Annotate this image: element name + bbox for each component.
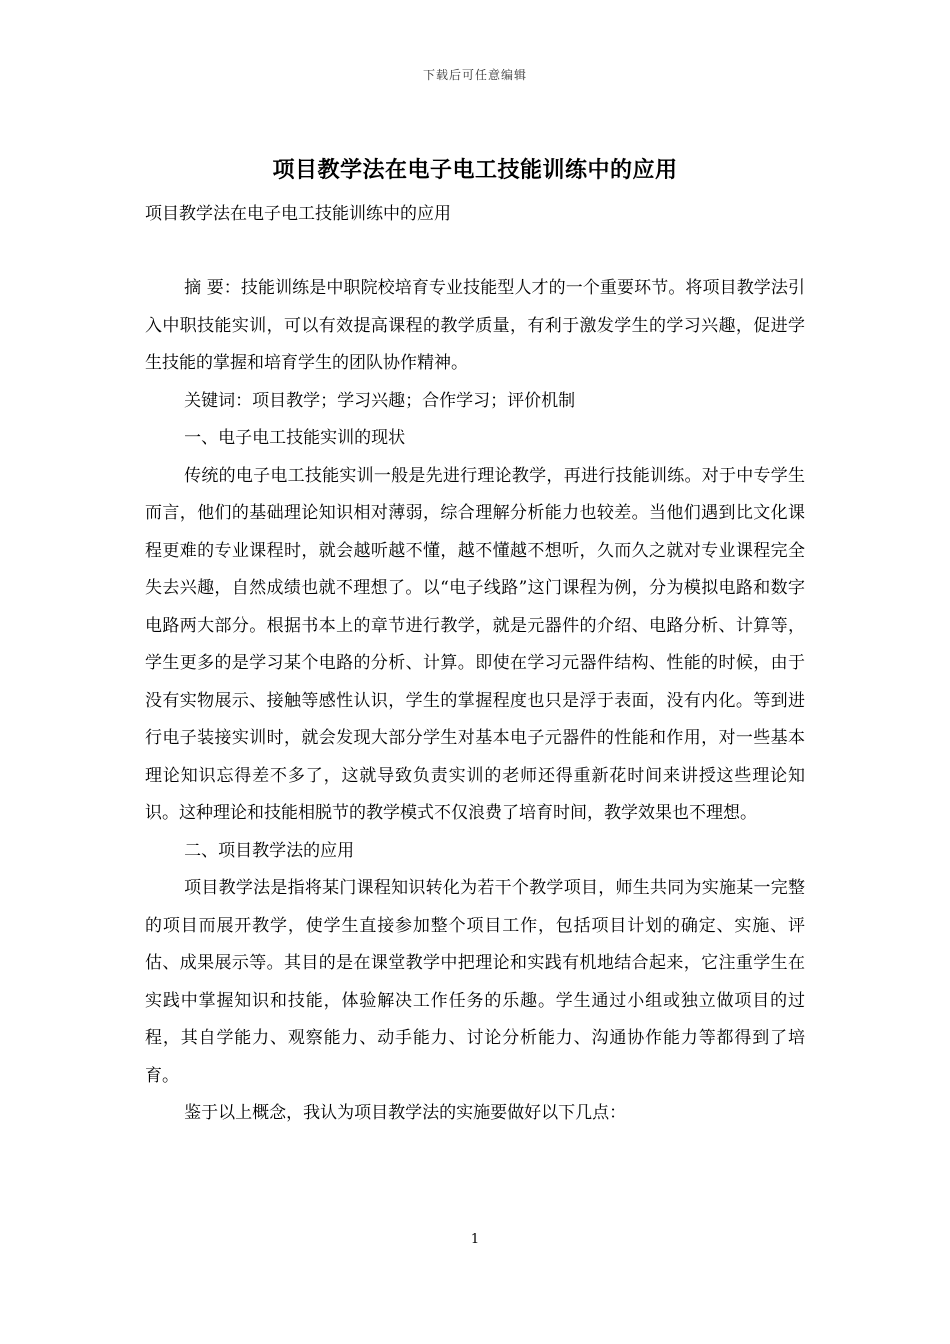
section-heading-2: 二、项目教学法的应用 (184, 840, 355, 861)
body-paragraph: 项目教学法是指将某门课程知识转化为若干个教学项目，师生共同为实施某一完整的项目而展开教学，使学生直接参加整个项目工作，包括项目计划的确定、实施、评估、成果展示等。其目的是在课堂教学中把理论和实践有机地结合起来，它注重学生在实践中掌握知识和技能，体验解决工作任务的乐趣。学生通过小组或独立做项目的过程，其自学能力、观察能力、动手能力、讨论分析能力、沟通协作能力等都得到了培育。 (145, 878, 805, 1086)
page-header-note: 下载后可任意编辑 (422, 68, 527, 82)
abstract-paragraph: 摘 要：技能训练是中职院校培育专业技能型人才的一个重要环节。将项目教学法引入中职技能实训，可以有效提高课程的教学质量，有利于激发学生的学习兴趣，促进学生技能的掌握和培育学生的团队协作精神。 (145, 278, 805, 373)
keywords-paragraph: 关键词：项目教学；学习兴趣；合作学习；评价机制 (184, 390, 576, 411)
section-heading-1: 一、电子电工技能实训的现状 (184, 428, 406, 448)
document-body (145, 270, 805, 1133)
page-number: 1 (470, 1232, 480, 1247)
body-paragraph: 传统的电子电工技能实训一般是先进行理论教学，再进行技能训练。对于中专学生而言，他们的基础理论知识相对薄弱，综合理解分析能力也较差。当他们遇到比文化课程更难的专业课程时，就会越听越不懂，越不懂越不想听，久而久之就对专业课程完全失去兴趣，自然成绩也就不理想了。以“电子线路”这门课程为例，分为模拟电路和数字电路两大部分。根据书本上的章节进行教学，就是元器件的介绍、电路分析、计算等，学生更多的是学习某个电路的分析、计算。即使在学习元器件结构、性能的时候，由于没有实物展示、接触等感性认识，学生的掌握程度也只是浮于表面，没有内化。等到进行电子装接实训时，就会发现大部分学生对基本电子元器件的性能和作用，对一些基本理论知识忘得差不多了，这就导致负责实训的老师还得重新花时间来讲授这些理论知识。这种理论和技能相脱节的教学模式不仅浪费了培育时间，教学效果也不理想。 (145, 465, 805, 823)
document-subtitle: 项目教学法在电子电工技能训练中的应用 (145, 204, 451, 224)
document-title: 项目教学法在电子电工技能训练中的应用 (272, 158, 678, 183)
body-paragraph: 鉴于以上概念，我认为项目教学法的实施要做好以下几点： (184, 1103, 627, 1123)
